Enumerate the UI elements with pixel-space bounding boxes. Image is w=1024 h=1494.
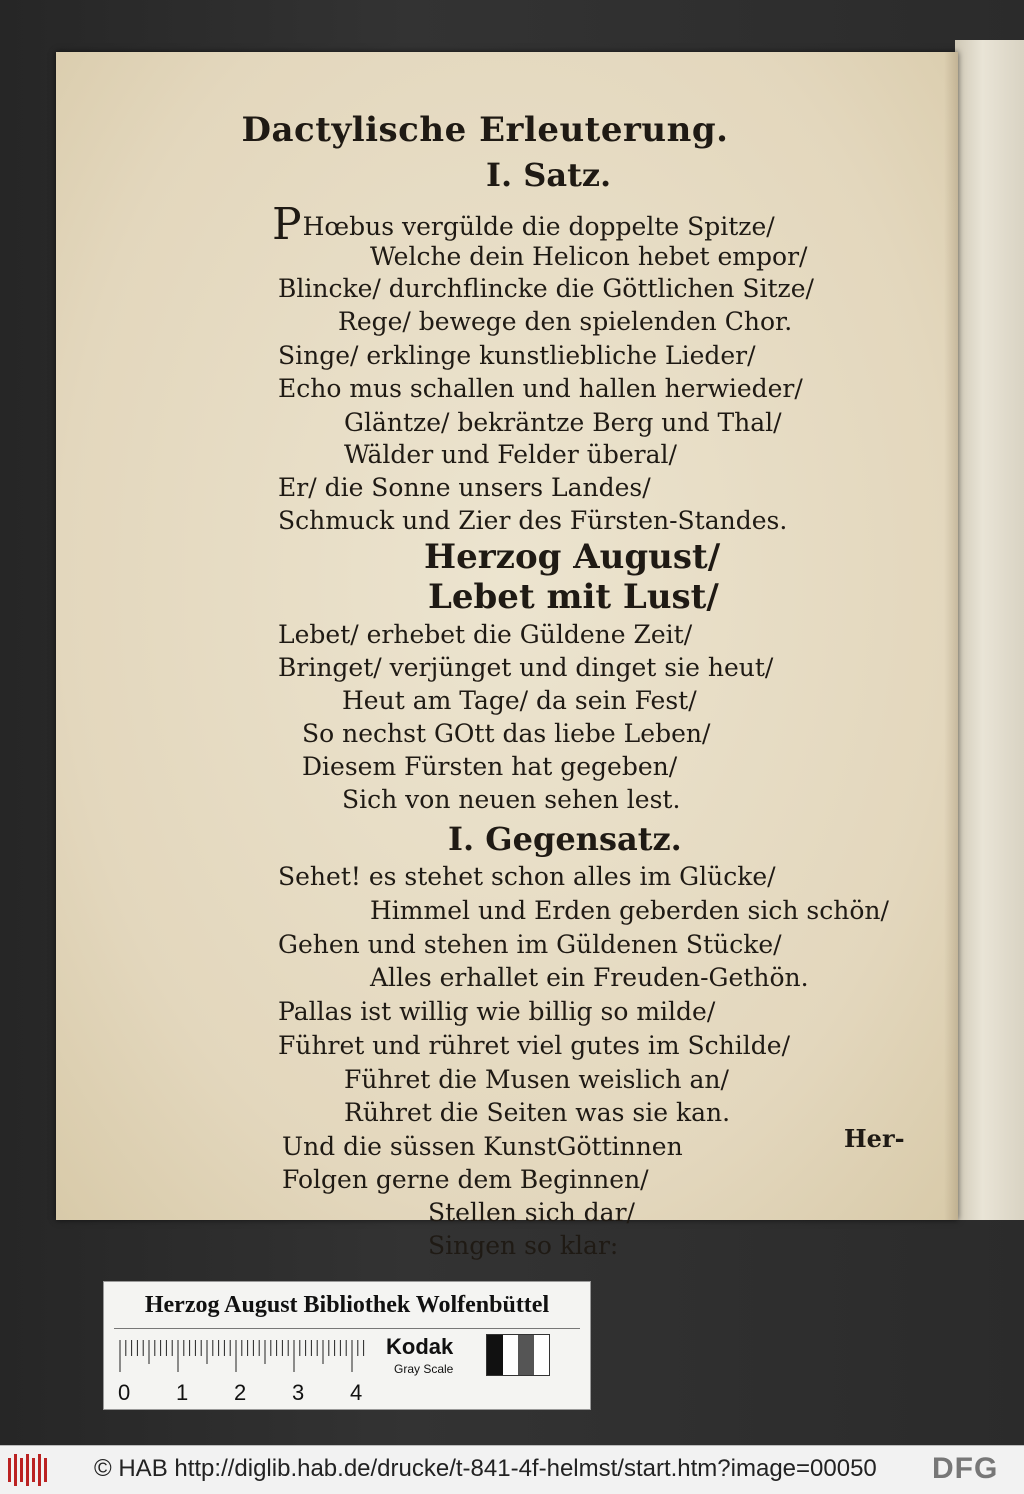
- gray-patch: [518, 1335, 534, 1375]
- verse-line: Und die süssen KunstGöttinnen: [282, 1132, 683, 1161]
- card-divider: [114, 1328, 580, 1329]
- verse-line: So nechst GOtt das liebe Leben/: [302, 719, 711, 748]
- library-color-card: [103, 1281, 591, 1410]
- ruler: [118, 1334, 380, 1404]
- gray-scale-patches: [486, 1334, 550, 1376]
- verse-line: Schmuck und Zier des Fürsten-Standes.: [278, 506, 788, 535]
- ruler-number: 2: [234, 1380, 247, 1405]
- verse-line: Sich von neuen sehen lest.: [342, 785, 681, 814]
- kodak-brand: Kodak: [386, 1334, 454, 1359]
- verse-line: Singe/ erklinge kunstliebliche Lieder/: [278, 341, 756, 370]
- verse-line: Rege/ bewege den spielenden Chor.: [338, 307, 793, 336]
- verse-line: Diesem Fürsten hat gegeben/: [302, 752, 678, 781]
- verse-line: Gehen und stehen im Güldenen Stücke/: [278, 930, 782, 959]
- verse-line: Führet die Musen weislich an/: [344, 1065, 729, 1094]
- gray-patch: [534, 1335, 550, 1375]
- verse-line: Stellen sich dar/: [428, 1198, 635, 1227]
- ruler-number: 0: [118, 1380, 131, 1405]
- drop-cap: P: [272, 199, 302, 250]
- ruler-number: 3: [292, 1380, 305, 1405]
- verse-line: Rühret die Seiten was sie kan.: [344, 1098, 731, 1127]
- verse-line: Blincke/ durchflincke die Göttlichen Sitze/: [278, 274, 814, 303]
- name-line-herzog-august: Herzog August/: [424, 537, 721, 577]
- verse-line: Welche dein Helicon hebet empor/: [370, 242, 808, 271]
- section-heading-gegensatz: I. Gegensatz.: [448, 820, 682, 858]
- verse-line: Führet und rühret viel gutes im Schilde/: [278, 1031, 790, 1060]
- page-edge-shadow: [944, 52, 958, 1220]
- gray-patch: [487, 1335, 503, 1375]
- verse-line: Himmel und Erden geberden sich schön/: [370, 896, 889, 925]
- gray-scale-label: Gray Scale: [394, 1362, 454, 1376]
- verse-line: Folgen gerne dem Beginnen/: [282, 1165, 649, 1194]
- verse-line: Er/ die Sonne unsers Landes/: [278, 473, 651, 502]
- source-link[interactable]: © HAB http://diglib.hab.de/drucke/t-841-4f-helmst/start.htm?image=00050: [94, 1455, 877, 1482]
- facing-page-edge: [955, 40, 1024, 1220]
- verse-line: Sehet! es stehet schon alles im Glücke/: [278, 862, 776, 891]
- dfg-logo: DFG: [932, 1452, 999, 1485]
- page-title: Dactylische Erleuterung.: [241, 110, 729, 150]
- verse-line: Bringet/ verjünget und dinget sie heut/: [278, 653, 774, 682]
- verse-line: Gläntze/ bekräntze Berg und Thal/: [344, 408, 782, 437]
- book-page: [56, 52, 958, 1260]
- ruler-number: 1: [176, 1380, 189, 1405]
- verse-line: [272, 199, 775, 250]
- verse-line: Pallas ist willig wie billig so milde/: [278, 997, 716, 1026]
- verse-line: Echo mus schallen und hallen herwieder/: [278, 374, 803, 403]
- ruler-number: 4: [350, 1380, 363, 1405]
- verse-line: Wälder und Felder überal/: [344, 440, 677, 469]
- name-line-lebet-mit-lust: Lebet mit Lust/: [428, 577, 719, 617]
- gray-patch: [503, 1335, 519, 1375]
- verse-line: Heut am Tage/ da sein Fest/: [342, 686, 697, 715]
- card-title: Herzog August Bibliothek Wolfenbüttel: [144, 1292, 550, 1318]
- catchword: Her-: [844, 1124, 905, 1153]
- verse-line: Alles erhallet ein Freuden-Gethön.: [370, 963, 809, 992]
- verse-line: Lebet/ erhebet die Güldene Zeit/: [278, 620, 693, 649]
- verse-text: Hœbus vergülde die doppelte Spitze/: [302, 212, 775, 241]
- verse-line: Singen so klar:: [428, 1231, 619, 1260]
- hab-barcode-icon: [8, 1454, 48, 1486]
- ruler-ticks: [120, 1340, 364, 1372]
- section-heading-satz: I. Satz.: [486, 156, 612, 194]
- viewer-footer: [0, 1445, 1024, 1494]
